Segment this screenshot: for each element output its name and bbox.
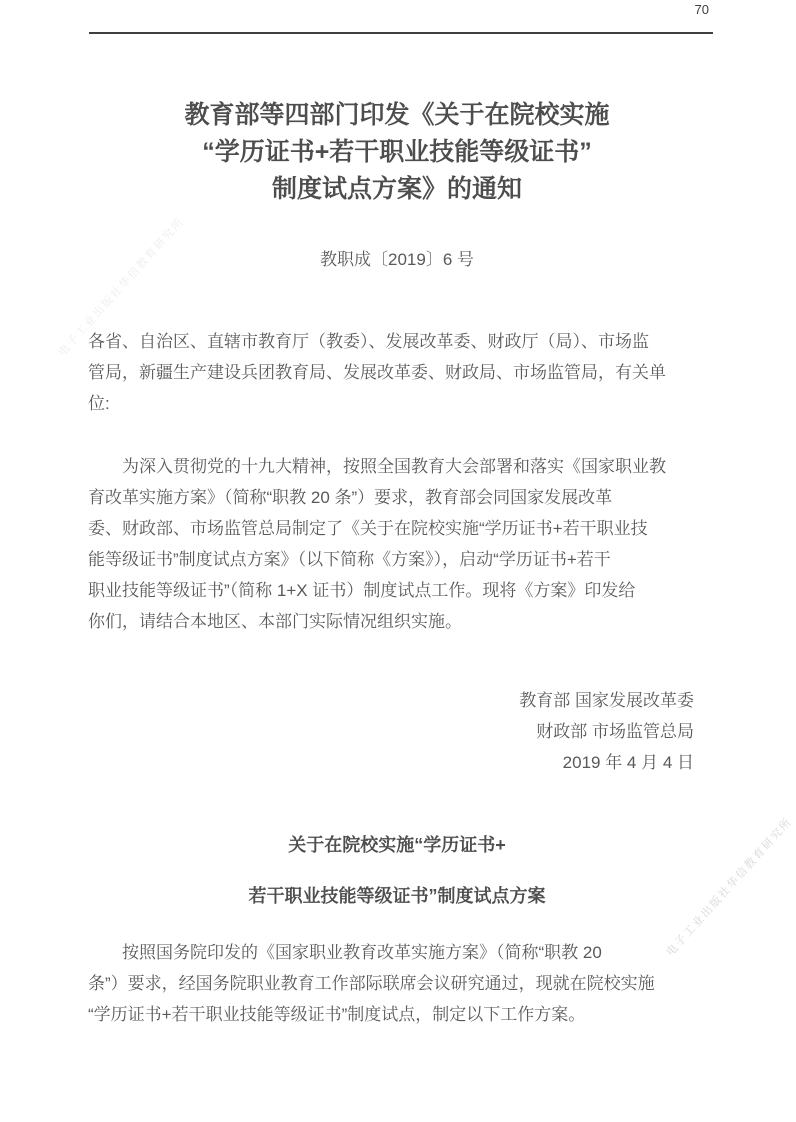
signature-date: 2019 年 4 月 4 日 [562, 753, 694, 772]
doc-number: 教职成〔2019〕6 号 [320, 250, 474, 269]
plan-body-paragraph [88, 937, 708, 1030]
notice-body-line: 育改革实施方案》（简称“职教 20 条”）要求，教育部会同国家发展改革 [88, 488, 613, 507]
notice-title-line: 教育部等四部门印发《关于在院校实施 [184, 101, 610, 129]
watermark-left [0, 215, 187, 380]
notice-body-line: 你们，请结合本地区、本部门实际情况组织实施。 [88, 612, 462, 631]
notice-title-line: 制度试点方案》的通知 [271, 175, 522, 203]
plan-heading [88, 830, 706, 912]
watermark-right-text: 电子工业出版社华信教育研究所 [664, 815, 795, 959]
plan-body-line: 条”）要求，经国务院职业教育工作部际联席会议研究通过，现就在院校实施 [88, 974, 655, 993]
addressee-line: 各省、自治区、直辖市教育厅（教委）、发展改革委、财政厅（局）、市场监 [88, 332, 649, 351]
notice-body-paragraph [88, 451, 708, 637]
plan-body-line: 按照国务院印发的《国家职业教育改革实施方案》（简称“职教 20 [122, 943, 602, 962]
notice-body-line: 为深入贯彻党的十九大精神，按照全国教育大会部署和落实《国家职业教 [122, 457, 666, 476]
notice-title-line: “学历证书+若干职业技能等级证书” [202, 138, 592, 166]
notice-body-line: 职业技能等级证书”（简称 1+X 证书）制度试点工作。现将《方案》印发给 [88, 581, 636, 600]
plan-heading-line: 若干职业技能等级证书”制度试点方案 [248, 886, 546, 906]
addressee-line: 管局，新疆生产建设兵团教育局、发展改革委、财政局、市场监管局，有关单 [88, 363, 666, 382]
plan-heading-line: 关于在院校实施“学历证书+ [288, 835, 506, 855]
signature-block [88, 685, 694, 778]
header-rule [89, 32, 713, 34]
watermark-left-text: 电子工业出版社华信教育研究所 [56, 215, 187, 359]
signature-issuers-line: 财政部 市场监管总局 [536, 722, 694, 741]
signature-issuers-line: 教育部 国家发展改革委 [519, 691, 694, 710]
notice-body-line: 能等级证书”制度试点方案》（以下简称《方案》），启动“学历证书+若干 [88, 550, 611, 569]
plan-body-line: “学历证书+若干职业技能等级证书”制度试点，制定以下工作方案。 [88, 1005, 586, 1024]
addressee-line: 位: [88, 394, 110, 413]
notice-title [88, 97, 706, 208]
addressee-paragraph [88, 326, 708, 419]
page-number: 70 [694, 2, 709, 17]
notice-body-line: 委、财政部、市场监管总局制定了《关于在院校实施“学历证书+若干职业技 [88, 519, 648, 538]
